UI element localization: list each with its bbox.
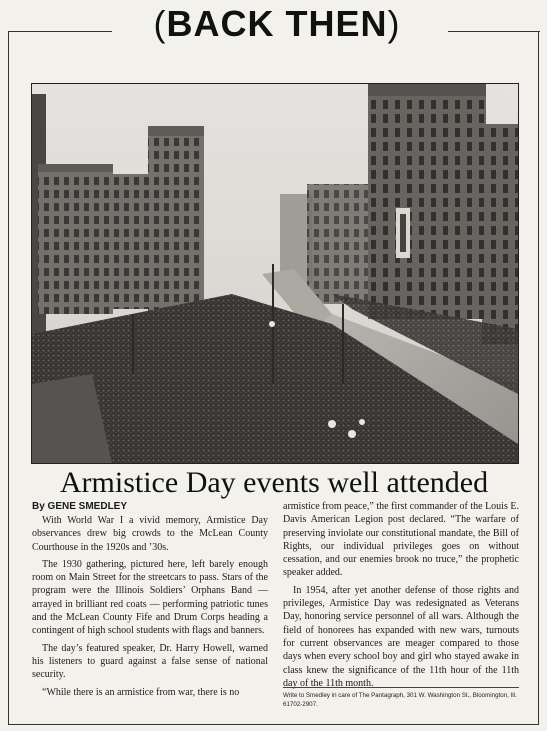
crowd-on-main-street-photo xyxy=(31,83,519,464)
paragraph: “While there is an armistice from war, there is no xyxy=(42,686,240,698)
paragraph: armistice from peace,” the first commander of the Louis E. Davis American Legion post declared. “The warfare of preserving inviolate our constitutional mandate, the Bill of Rights, our individual privileges goes on without cessation, and our enemies brook no truce,” the prophetic speaker added. xyxy=(283,501,519,579)
byline: By GENE SMEDLEY xyxy=(32,501,128,512)
contact-footnote: Write to Smedley in care of The Pantagraph, 301 W. Washington St., Bloomington, Ill. 61702-2907. xyxy=(283,687,519,709)
paragraph: In 1954, after yet another defense of those rights and privileges, Armistice Day was redesignated as Veterans Day, honoring service personnel of all wars. Although the field of honorees has expanded with new wars, turnouts for current observances are meager compared to those days when every school boy and girl who stayed awake in class knew the significance of the 11th hour of the 11th day of the 11th month. xyxy=(283,584,519,689)
article-headline: Armistice Day events well attended xyxy=(59,466,489,499)
section-title: BACK THEN xyxy=(166,3,388,44)
article-column-right xyxy=(283,500,519,694)
paragraph: With World War I a vivid memory, Armistice Day observances drew big crowds to the McLean County Courthouse in the 1920s and ’30s. xyxy=(32,515,268,553)
paragraph: The 1930 gathering, pictured here, left barely enough room on Main Street for the streetcars to pass. Stars of the program were the Illinois Soldiers’ Orphans Band — arrayed in brilliant red coats — performing patriotic tunes and the McLean County Fife and Drum Corps heading a contingent of high school students with flags and banners. xyxy=(32,558,268,637)
bleed-through-shadow xyxy=(470,0,547,24)
bracket-left: ( xyxy=(153,3,167,44)
bracket-right: ) xyxy=(387,3,401,44)
paragraph: The day’s featured speaker, Dr. Harry Howell, warned his listeners to guard against a false sense of national security. xyxy=(32,642,268,681)
article-column-left xyxy=(32,500,268,703)
